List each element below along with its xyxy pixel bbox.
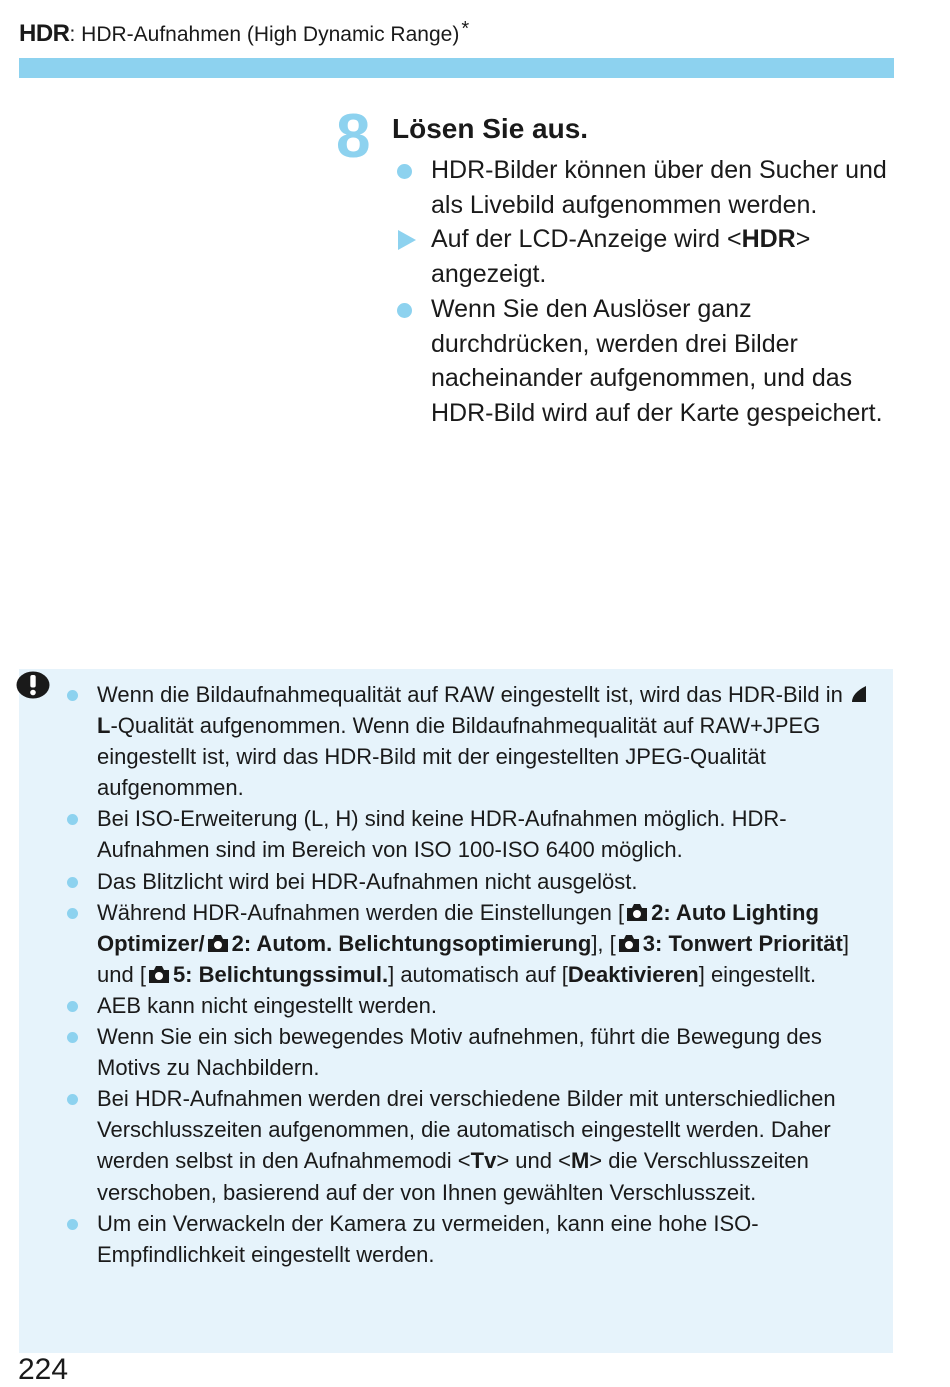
caution-text: -Qualität aufgenommen. Wenn die Bildaufnahmequalität auf RAW+JPEG eingestellt ist, wird das HDR-Bild mit der eingestellten JPEG-Qualität aufgenommen. — [97, 713, 821, 801]
bullet-dot-icon — [397, 303, 412, 318]
bullet-dot-icon — [67, 1032, 78, 1043]
bullet-dot-icon — [67, 814, 78, 825]
caution-text: > und < — [496, 1148, 571, 1174]
caution-list — [62, 679, 882, 1270]
step-item — [395, 153, 895, 222]
caution-item — [62, 803, 882, 865]
caution-item — [62, 897, 882, 990]
m-mode-icon: M — [570, 1148, 590, 1174]
jpeg-quality-icon — [850, 684, 868, 704]
bullet-dot-icon — [397, 164, 412, 179]
bullet-dot-icon — [67, 877, 78, 888]
caution-text: Wenn die Bildaufnahmequalität auf RAW eingestellt ist, wird das HDR-Bild in — [97, 682, 850, 707]
caution-text: ] eingestellt. — [698, 961, 817, 987]
step-item-text: HDR-Bilder können über den Sucher und als Livebild aufgenommen werden. — [431, 156, 887, 219]
step-item-result — [395, 222, 895, 291]
step-item — [395, 292, 895, 431]
caution-text: Das Blitzlicht wird bei HDR-Aufnahmen nicht ausgelöst. — [97, 868, 638, 894]
step-items — [395, 153, 895, 431]
caution-text: ] automatisch auf [ — [388, 961, 568, 987]
menu-ref: 5: Belichtungssimul. — [172, 961, 389, 987]
caution-text: ] und [ — [97, 930, 849, 987]
step-number: 8 — [336, 102, 371, 171]
camera-icon — [625, 902, 649, 922]
caution-text: Wenn Sie ein sich bewegendes Motiv aufnehmen, führt die Bewegung des Motivs zu Nachbildern. — [97, 1024, 822, 1081]
page-header — [19, 18, 469, 48]
camera-icon — [206, 933, 230, 953]
caution-text: AEB kann nicht eingestellt werden. — [97, 992, 437, 1018]
bullet-dot-icon — [67, 1001, 78, 1012]
step-item-text: > angezeigt. — [431, 225, 811, 289]
menu-ref: Deaktivieren — [567, 961, 699, 987]
caution-icon — [16, 671, 50, 701]
step-item-text: Auf der LCD-Anzeige wird < — [431, 225, 742, 254]
caution-text: Bei ISO-Erweiterung (L, H) sind keine HDR-Aufnahmen möglich. HDR-Aufnahmen sind im Bereich von ISO 100-ISO 6400 möglich. — [97, 806, 787, 863]
bullet-dot-icon — [67, 1219, 78, 1230]
star-mark: * — [461, 18, 470, 40]
caution-item — [62, 679, 882, 803]
caution-text: Bei HDR-Aufnahmen werden drei verschiedene Bilder mit unterschiedlichen Verschlusszeiten aufgenommen, die automatisch eingestellt werden. Daher werden selbst in den Aufnahmemodi < — [97, 1086, 836, 1174]
quality-large-label: L — [97, 713, 111, 739]
caution-item — [62, 866, 882, 897]
step-title: Lösen Sie aus. — [392, 113, 589, 144]
menu-ref: 2: Auto Lighting Optimizer/ — [97, 899, 819, 956]
page-number: 224 — [18, 1353, 69, 1386]
step-item-text: Wenn Sie den Auslöser ganz durchdrücken, werden drei Bilder nacheinander aufgenommen, und das HDR-Bild wird auf der Karte gespeichert. — [431, 294, 883, 427]
bullet-dot-icon — [67, 1094, 78, 1105]
caution-text: Während HDR-Aufnahmen werden die Einstellungen [ — [97, 899, 625, 925]
hdr-indicator-icon: HDR — [741, 225, 796, 254]
bullet-dot-icon — [67, 908, 78, 919]
caution-text: Um ein Verwackeln der Kamera zu vermeiden, kann eine hohe ISO-Empfindlichkeit eingestellt werden. — [97, 1210, 759, 1267]
bullet-dot-icon — [67, 690, 78, 701]
caution-item — [62, 1021, 882, 1083]
header-title: : HDR-Aufnahmen (High Dynamic Range) — [69, 23, 460, 46]
camera-icon — [617, 933, 641, 953]
menu-ref: 3: Tonwert Priorität — [642, 930, 843, 956]
caution-text: ], [ — [591, 930, 616, 956]
menu-ref: 2: Autom. Belichtungsoptimierung — [231, 930, 592, 956]
header-rule — [19, 58, 894, 78]
hdr-mode-icon: HDR — [19, 20, 70, 47]
caution-text: > die Verschlusszeiten verschoben, basierend auf der von Ihnen gewählten Verschlusszeit. — [97, 1148, 809, 1205]
tv-mode-icon: Tv — [470, 1148, 497, 1174]
caution-item — [62, 1208, 882, 1270]
triangle-result-icon — [398, 230, 416, 250]
caution-item — [62, 1083, 882, 1207]
camera-icon — [147, 964, 171, 984]
caution-item — [62, 990, 882, 1021]
